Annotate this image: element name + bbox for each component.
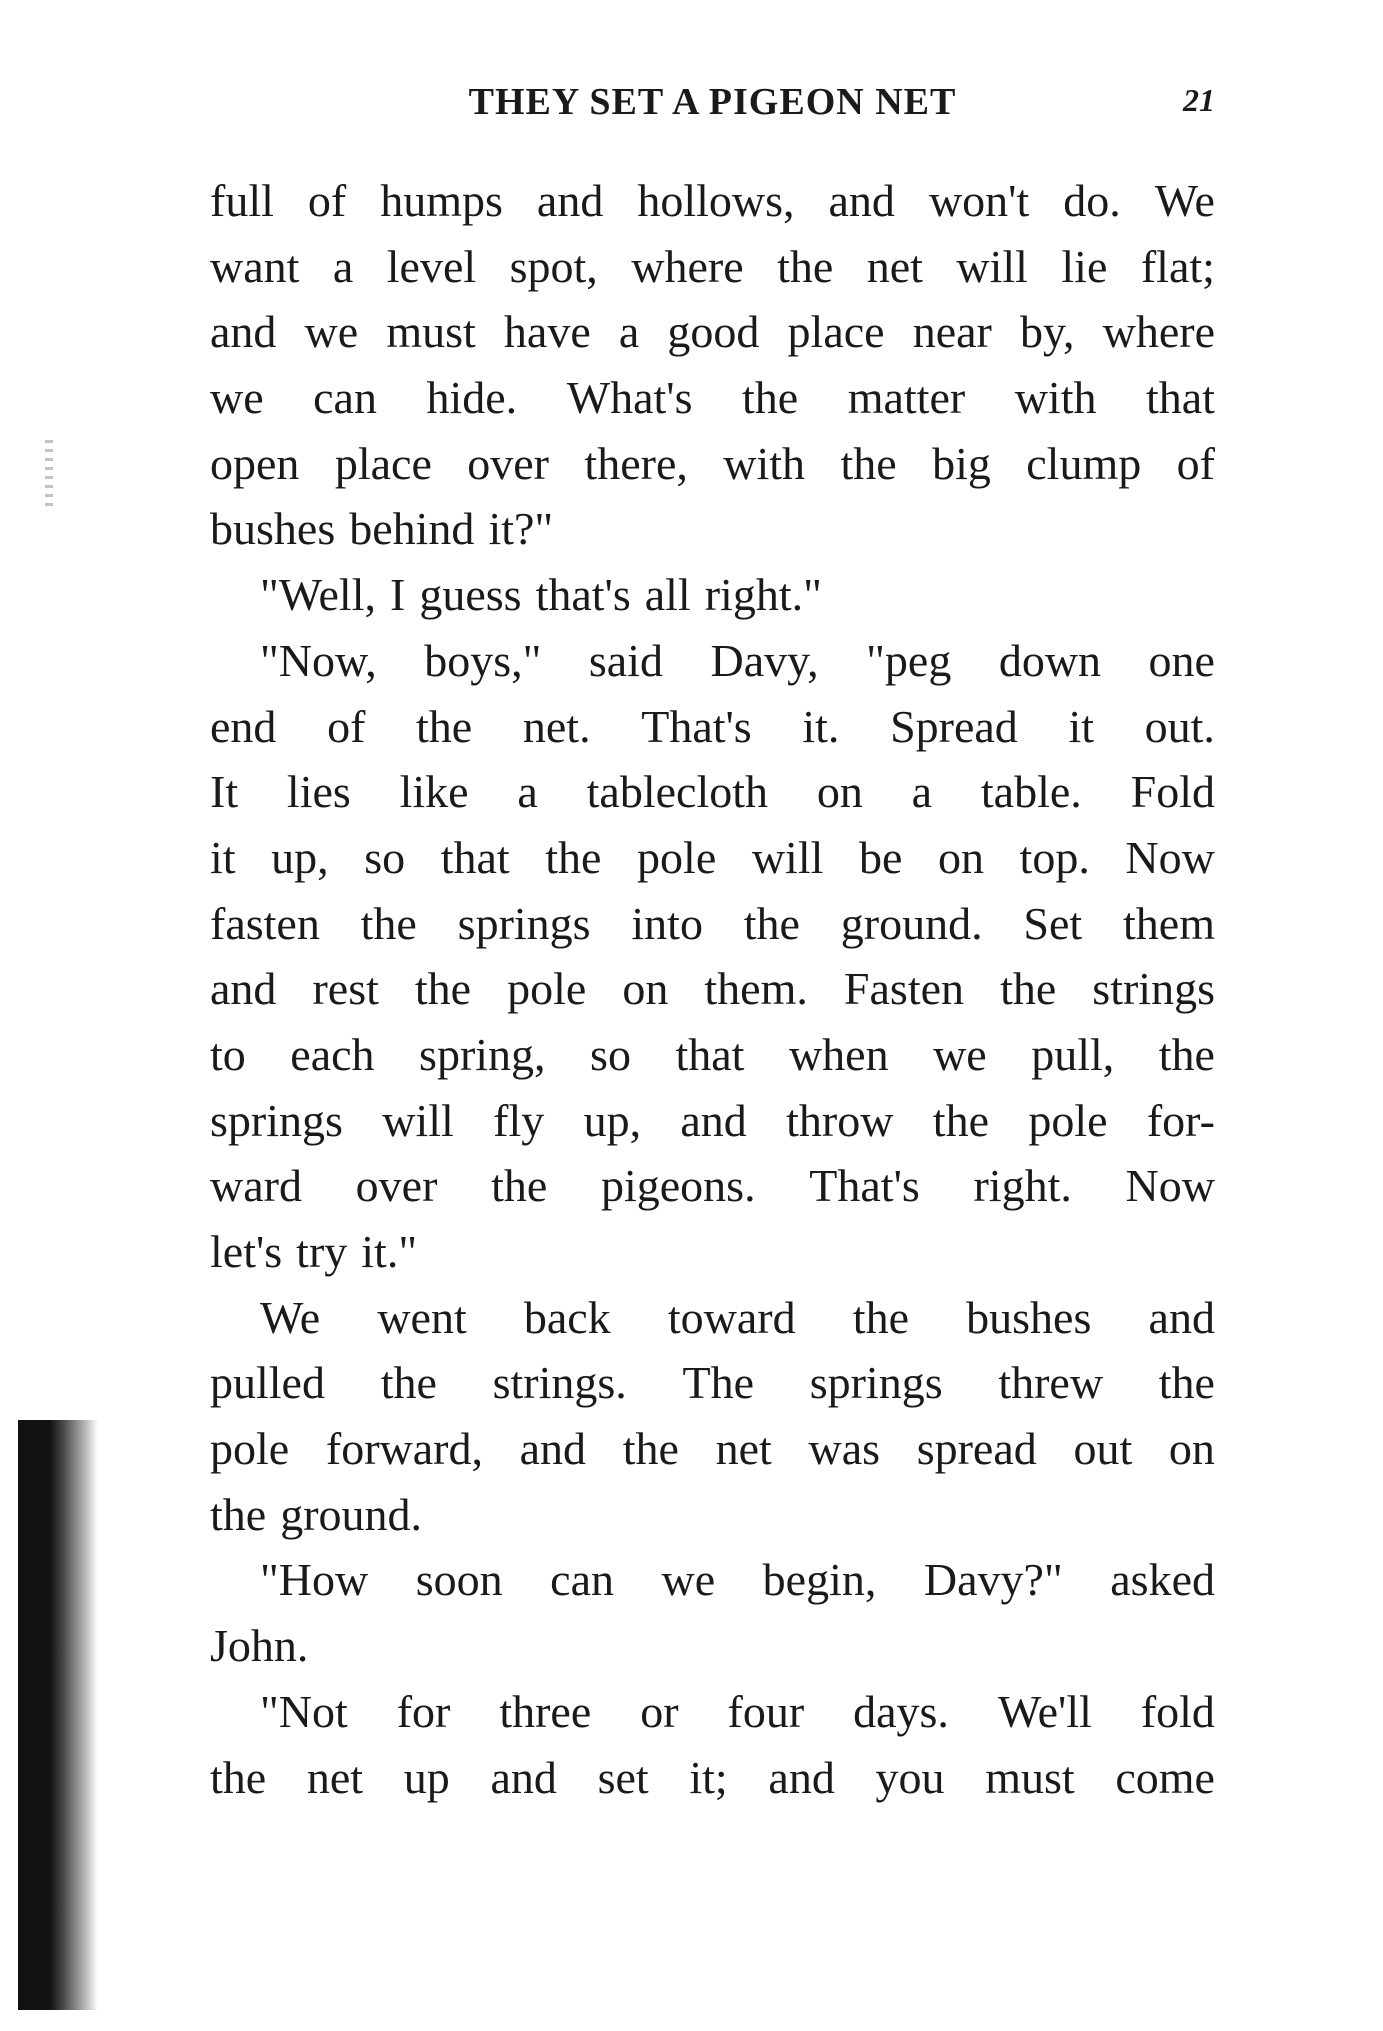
- word: set: [597, 1751, 649, 1803]
- word: tablecloth: [586, 766, 769, 818]
- word: pigeons.: [600, 1160, 756, 1212]
- word: of: [307, 175, 347, 226]
- word: want: [210, 240, 300, 292]
- word: that: [675, 1028, 745, 1080]
- word: hollows,: [637, 175, 795, 226]
- word: on: [937, 831, 984, 883]
- word: you: [875, 1751, 945, 1803]
- word: it: [1068, 700, 1095, 752]
- word: and: [519, 1423, 587, 1475]
- text-line: [210, 759, 1215, 825]
- word: can: [550, 1554, 614, 1606]
- text-line: [210, 1482, 1215, 1548]
- word: will: [382, 1094, 454, 1146]
- word: right.": [704, 569, 822, 621]
- text-line: [210, 1745, 1215, 1811]
- text-line: [210, 1088, 1215, 1154]
- word: by,: [1019, 306, 1075, 358]
- word: pole: [1028, 1094, 1108, 1146]
- word: John.: [210, 1620, 309, 1672]
- word: toward: [667, 1291, 796, 1343]
- word: or: [640, 1685, 679, 1737]
- running-header: [210, 80, 1215, 130]
- word: must: [386, 306, 476, 358]
- word: It: [210, 766, 239, 818]
- word: up,: [271, 831, 329, 883]
- word: spring,: [419, 1028, 546, 1080]
- word: pole: [210, 1423, 290, 1475]
- word: lies: [286, 766, 351, 818]
- word: and: [536, 175, 604, 226]
- word: them.: [704, 963, 808, 1015]
- word: clump: [1026, 437, 1142, 489]
- text-line: [210, 1350, 1215, 1416]
- word: full: [210, 175, 274, 226]
- word: so: [364, 831, 406, 883]
- word: let's: [210, 1226, 283, 1277]
- word: the: [932, 1094, 989, 1146]
- word: pulled: [210, 1357, 325, 1409]
- word: and: [680, 1094, 747, 1146]
- word: four: [727, 1685, 805, 1737]
- text-line: [210, 1416, 1215, 1482]
- word: each: [290, 1028, 375, 1080]
- word: the: [414, 963, 472, 1015]
- word: strings.: [492, 1357, 627, 1409]
- word: humps: [380, 175, 503, 226]
- word: springs: [809, 1357, 943, 1409]
- word: and: [490, 1751, 557, 1803]
- word: a: [517, 766, 538, 818]
- word: table.: [980, 766, 1082, 818]
- word: out.: [1144, 700, 1215, 752]
- word: strings: [1092, 963, 1215, 1015]
- word: pole: [637, 831, 717, 883]
- word: net: [715, 1423, 772, 1475]
- text-line: [210, 562, 1215, 628]
- text-line: [210, 891, 1215, 957]
- word: "Well,: [260, 569, 376, 621]
- word: place: [787, 306, 885, 358]
- word: Davy?": [923, 1554, 1063, 1606]
- word: That's: [809, 1160, 920, 1212]
- word: and: [768, 1751, 835, 1803]
- word: the: [852, 1291, 909, 1343]
- word: rest: [312, 963, 379, 1015]
- word: threw: [998, 1357, 1104, 1409]
- word: the: [380, 1357, 437, 1409]
- scan-artifact: [45, 440, 53, 510]
- word: behind: [349, 503, 475, 555]
- text-line: [210, 1613, 1215, 1679]
- word: back: [523, 1291, 611, 1343]
- word: we: [933, 1028, 987, 1080]
- word: the: [491, 1160, 548, 1212]
- word: the: [743, 897, 800, 949]
- text-line: [210, 956, 1215, 1022]
- word: be: [858, 831, 903, 883]
- word: on: [1168, 1423, 1215, 1475]
- word: it.": [361, 1226, 418, 1277]
- word: come: [1115, 1751, 1215, 1803]
- word: good: [667, 306, 760, 358]
- word: Davy,: [710, 634, 819, 686]
- word: Set: [1023, 897, 1083, 949]
- word: try: [296, 1226, 348, 1277]
- word: we: [210, 372, 264, 424]
- word: on: [816, 766, 863, 818]
- text-line: [210, 168, 1215, 234]
- word: where: [1102, 306, 1215, 358]
- word: won't: [928, 175, 1030, 226]
- word: the: [210, 1488, 267, 1540]
- word: we: [661, 1554, 716, 1606]
- word: of: [327, 700, 366, 752]
- word: said: [588, 634, 663, 686]
- word: What's: [566, 372, 693, 424]
- word: a: [911, 766, 933, 818]
- word: forward,: [325, 1423, 483, 1475]
- word: "peg: [866, 634, 952, 686]
- word: over: [467, 437, 550, 489]
- word: it: [210, 831, 236, 883]
- word: will: [751, 831, 824, 883]
- word: fasten: [210, 897, 320, 949]
- word: do.: [1063, 175, 1121, 226]
- text-line: [210, 234, 1215, 300]
- word: flat;: [1140, 240, 1215, 292]
- word: Spread: [890, 700, 1018, 752]
- text-line: [210, 496, 1215, 562]
- word: the: [1158, 1357, 1215, 1409]
- word: them: [1123, 897, 1215, 949]
- word: The: [682, 1357, 754, 1409]
- word: right.: [973, 1160, 1072, 1212]
- word: the: [742, 372, 799, 424]
- word: Now: [1125, 1160, 1215, 1212]
- text-line: [210, 1679, 1215, 1745]
- word: throw: [786, 1094, 894, 1146]
- word: there,: [584, 437, 688, 489]
- word: boys,": [424, 634, 542, 686]
- word: up,: [583, 1094, 642, 1146]
- word: for: [396, 1685, 451, 1737]
- word: net: [866, 240, 923, 292]
- word: of: [1176, 437, 1215, 489]
- word: and: [210, 963, 277, 1015]
- word: ward: [210, 1160, 302, 1212]
- word: "Not: [260, 1685, 348, 1737]
- word: springs: [210, 1094, 343, 1146]
- word: guess: [419, 569, 522, 621]
- word: matter: [847, 372, 966, 424]
- word: it.: [802, 700, 840, 752]
- word: went: [377, 1291, 467, 1343]
- word: and: [210, 306, 277, 358]
- text-line: [210, 1547, 1215, 1613]
- word: to: [210, 1028, 246, 1080]
- word: place: [334, 437, 432, 489]
- word: three: [499, 1685, 592, 1737]
- word: the: [210, 1751, 267, 1803]
- word: top.: [1019, 831, 1090, 883]
- word: out: [1073, 1423, 1133, 1475]
- word: pull,: [1031, 1028, 1115, 1080]
- word: we: [304, 306, 359, 358]
- word: I: [390, 569, 406, 621]
- word: level: [386, 240, 477, 292]
- word: fold: [1140, 1685, 1215, 1737]
- word: that's: [535, 569, 631, 621]
- word: that: [440, 831, 510, 883]
- word: can: [313, 372, 377, 424]
- word: the: [622, 1423, 679, 1475]
- word: the: [1000, 963, 1057, 1015]
- word: into: [631, 897, 703, 949]
- word: will: [956, 240, 1028, 292]
- word: all: [644, 569, 691, 621]
- word: the: [416, 700, 473, 752]
- text-line: [210, 431, 1215, 497]
- word: We'll: [997, 1685, 1092, 1737]
- text-line: [210, 299, 1215, 365]
- word: bushes: [966, 1291, 1092, 1343]
- word: up: [403, 1751, 450, 1803]
- word: ground.: [840, 897, 983, 949]
- word: spread: [916, 1423, 1037, 1475]
- word: so: [590, 1028, 631, 1080]
- word: a: [332, 240, 354, 292]
- word: for-: [1146, 1094, 1215, 1146]
- word: asked: [1110, 1554, 1215, 1606]
- word: pole: [507, 963, 587, 1015]
- binding-shadow: [18, 1420, 98, 2010]
- word: the: [840, 437, 897, 489]
- page-number: 21: [1183, 82, 1215, 118]
- word: hide.: [426, 372, 518, 424]
- word: when: [788, 1028, 889, 1080]
- word: spot,: [509, 240, 598, 292]
- word: bushes: [210, 503, 336, 555]
- word: net: [306, 1751, 364, 1803]
- word: the: [360, 897, 417, 949]
- word: down: [998, 634, 1102, 686]
- word: springs: [457, 897, 591, 949]
- text-line: [210, 1022, 1215, 1088]
- word: We: [1154, 175, 1215, 226]
- word: a: [618, 306, 640, 358]
- word: Now: [1125, 831, 1215, 883]
- word: and: [828, 175, 895, 226]
- running-title: THEY SET A PIGEON NET: [468, 81, 957, 123]
- text-line: [210, 1153, 1215, 1219]
- word: with: [723, 437, 806, 489]
- text-line: [210, 1219, 1215, 1285]
- word: "Now,: [260, 634, 377, 686]
- text-line: [210, 1285, 1215, 1351]
- word: Fasten: [843, 963, 965, 1015]
- word: near: [912, 306, 992, 358]
- word: Fold: [1130, 766, 1215, 818]
- body-text: [210, 168, 1215, 1810]
- word: the: [777, 240, 834, 292]
- word: begin,: [762, 1554, 877, 1606]
- word: That's: [641, 700, 752, 752]
- text-line: [210, 694, 1215, 760]
- word: the: [545, 831, 602, 883]
- word: We: [260, 1291, 321, 1343]
- word: over: [355, 1160, 438, 1212]
- text-line: [210, 365, 1215, 431]
- word: big: [932, 437, 991, 489]
- text-line: [210, 825, 1215, 891]
- text-line: [210, 628, 1215, 694]
- word: on: [622, 963, 669, 1015]
- word: ground.: [280, 1488, 423, 1540]
- word: fly: [493, 1094, 545, 1146]
- word: that: [1145, 372, 1215, 424]
- word: "How: [260, 1554, 369, 1606]
- word: have: [503, 306, 591, 358]
- word: soon: [415, 1554, 503, 1606]
- word: was: [808, 1423, 881, 1475]
- word: net.: [522, 700, 591, 752]
- word: must: [985, 1751, 1075, 1803]
- word: the: [1158, 1028, 1215, 1080]
- word: like: [399, 766, 469, 818]
- word: and: [1148, 1291, 1215, 1343]
- word: one: [1148, 634, 1215, 686]
- word: it;: [689, 1751, 728, 1803]
- word: end: [210, 700, 277, 752]
- word: it?": [488, 503, 554, 555]
- word: days.: [853, 1685, 949, 1737]
- word: where: [631, 240, 744, 292]
- word: with: [1014, 372, 1097, 424]
- word: open: [210, 437, 300, 489]
- word: lie: [1061, 240, 1108, 292]
